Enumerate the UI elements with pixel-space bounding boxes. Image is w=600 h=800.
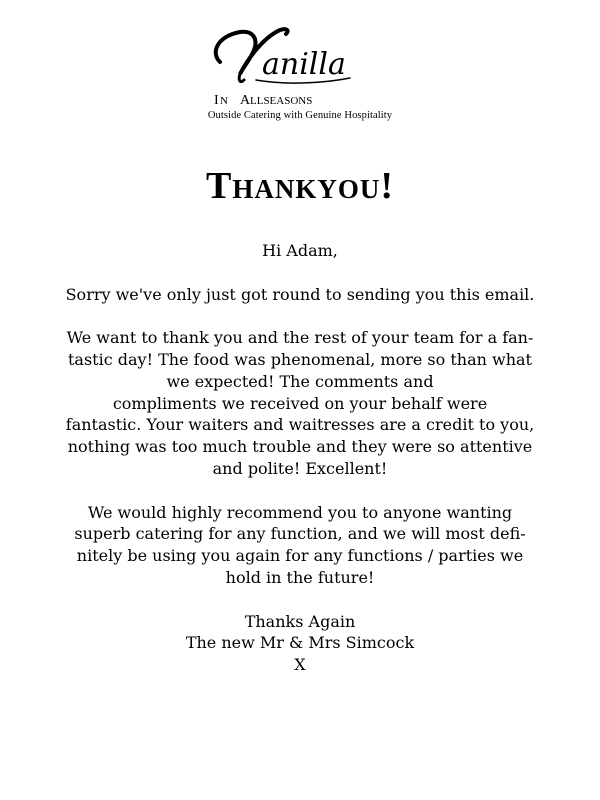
svg-text:A: A bbox=[240, 93, 251, 108]
paragraph-line: compliments we received on your behalf were bbox=[112, 393, 488, 413]
paragraph-line: we expected! The comments and bbox=[166, 371, 434, 391]
paragraph-3 bbox=[44, 502, 556, 589]
brand-logo bbox=[0, 22, 600, 121]
signoff: Thanks Again bbox=[244, 611, 356, 631]
paragraph-line: nitely be using you again for any functions / parties we bbox=[76, 546, 524, 566]
greeting: Hi Adam, bbox=[262, 241, 338, 260]
svg-text:LLSEASONS: LLSEASONS bbox=[250, 95, 313, 107]
signature: The new Mr & Mrs Simcock bbox=[185, 633, 415, 653]
paragraph-line: and polite! Excellent! bbox=[212, 458, 388, 478]
vanilla-logo-mark bbox=[200, 22, 400, 110]
paragraph-line: fantastic. Your waiters and waitresses are a credit to you, bbox=[65, 415, 535, 435]
paragraph-line: superb catering for any function, and we will most defi- bbox=[74, 524, 526, 544]
logo-tagline: Outside Catering with Genuine Hospitality bbox=[207, 110, 393, 121]
paragraph-line: We would highly recommend you to anyone wanting bbox=[87, 502, 513, 522]
letter-body bbox=[44, 240, 556, 676]
page-title: Thankyou! bbox=[206, 165, 394, 207]
svg-text:anilla: anilla bbox=[262, 47, 346, 82]
paragraph-line: tastic day! The food was phenomenal, more so than what bbox=[68, 349, 532, 369]
kiss: X bbox=[294, 655, 306, 675]
svg-text:N: N bbox=[220, 95, 228, 107]
paragraph-line: hold in the future! bbox=[225, 567, 375, 587]
paragraph-2 bbox=[44, 327, 556, 480]
paragraph-1: Sorry we've only just got round to sending you this email. bbox=[65, 284, 535, 304]
svg-text:I: I bbox=[214, 93, 219, 108]
paragraph-line: nothing was too much trouble and they were so attentive bbox=[67, 437, 533, 457]
paragraph-line: We want to thank you and the rest of your team for a fan- bbox=[66, 328, 534, 348]
